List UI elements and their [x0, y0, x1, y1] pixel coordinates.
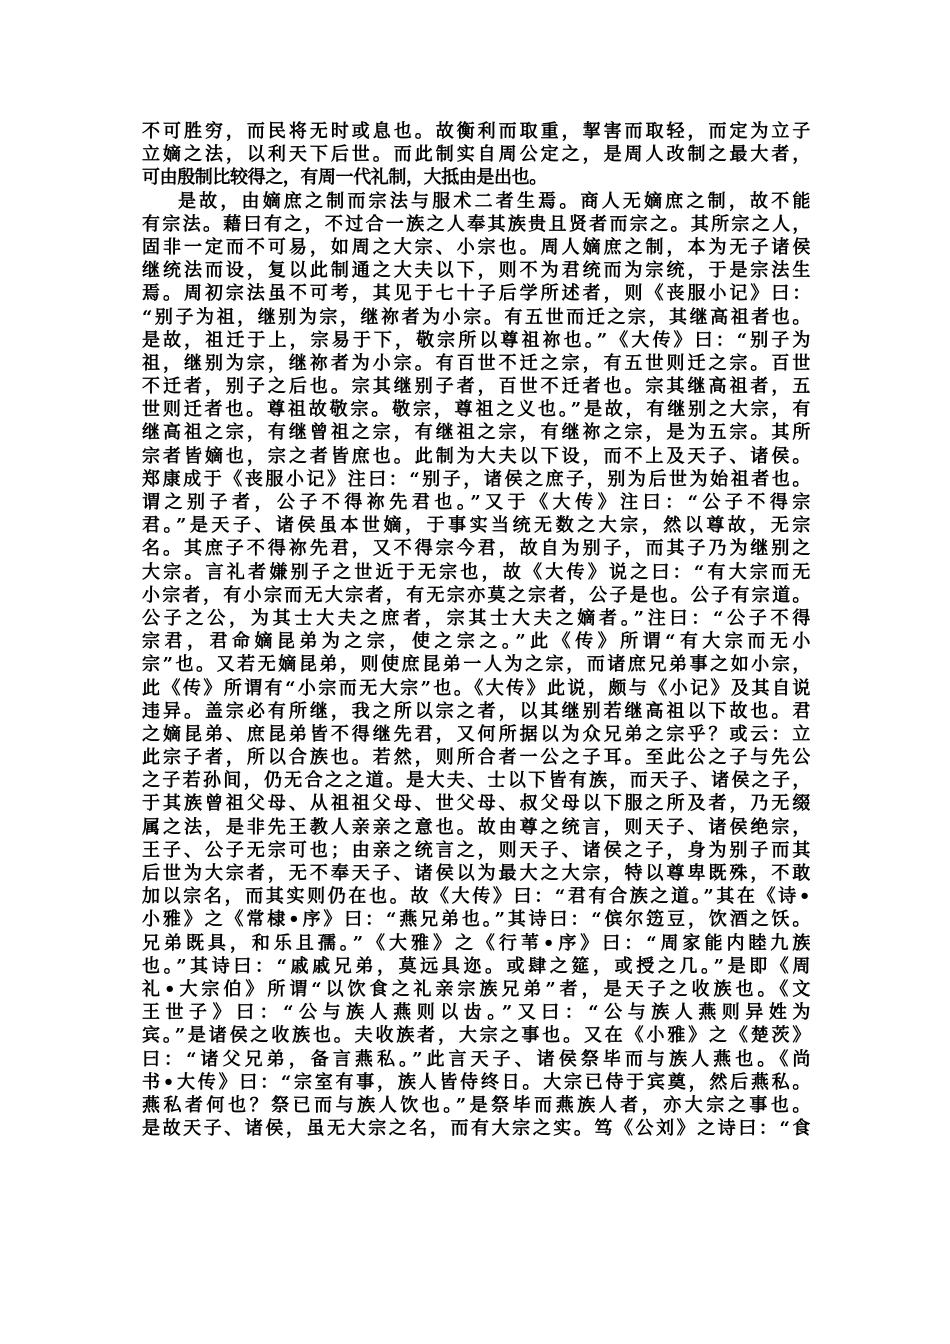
text-line: 曰：“诸父兄弟，备言燕私。”此言天子、诸侯祭毕而与族人燕也。《尚 [142, 1048, 810, 1070]
text-line: 也。”其诗曰：“戚戚兄弟，莫远具迩。或肆之筵，或授之几。”是即《周 [142, 955, 810, 977]
text-line: 继高祖之宗，有继曾祖之宗，有继祖之宗，有继祢之宗，是为五宗。其所 [142, 422, 810, 444]
text-line: 后世为大宗者，无不奉天子、诸侯以为最大之大宗，特以尊卑既殊，不敢 [142, 863, 810, 884]
text-line: 名。其庶子不得祢先君，又不得宗今君，故自为别子，而其子乃为继别之 [142, 538, 810, 560]
text-line: 不可胜穷，而民将无时或息也。故衡利而取重，挈害而取轻，而定为立子 [142, 121, 810, 142]
text-line: 是故，由嫡庶之制而宗法与服术二者生焉。商人无嫡庶之制，故不能 [178, 190, 810, 212]
text-line: 是故，祖迁于上，宗易于下，敬宗所以尊祖祢也。”《大传》曰：“别子为 [142, 329, 810, 351]
text-line: 王世子》曰：“公与族人燕则以齿。”又曰：“公与族人燕则异姓为 [142, 1002, 810, 1024]
text-line: 此宗子者，所以合族也。若然，则所合者一公之子耳。至此公之子与先公 [142, 747, 810, 769]
text-line: 宗君，君命嫡昆弟为之宗，使之宗之。”此《传》所谓“有大宗而无小 [142, 631, 810, 653]
text-line: 君。”是天子、诸侯虽本世嫡，于事实当统无数之大宗，然以尊故，无宗 [142, 515, 810, 537]
text-line: 不迁者，别子之后也。宗其继别子者，百世不迁者也。宗其继高祖者，五 [142, 376, 810, 398]
text-line: “别子为祖，继别为宗，继祢者为小宗。有五世而迁之宗，其继高祖者也。 [142, 306, 810, 328]
text-line: 大宗。言礼者嫌别子之世近于无宗也，故《大传》说之曰：“有大宗而无 [142, 561, 810, 583]
text-line: 违异。盖宗必有所继，我之所以宗之者，以其继别若继高祖以下故也。君 [142, 700, 810, 722]
text-line: 燕私者何也？祭已而与族人饮也。”是祭毕而燕族人者，亦大宗之事也。 [142, 1094, 810, 1116]
text-line: 立嫡之法，以利天下后世。而此制实自周公定之，是周人改制之最大者， [142, 144, 810, 166]
text-line: 公子之公，为其士大夫之庶者，宗其士大夫之嫡者。”注曰：“公子不得 [142, 607, 810, 629]
text-line: 郑康成于《丧服小记》注曰：“别子，诸侯之庶子，别为后世为始祖者也。 [142, 468, 810, 490]
text-line: 谓之别子者，公子不得祢先君也。”又于《大传》注曰：“公子不得宗 [142, 492, 810, 513]
text-line: 宾。”是诸侯之收族也。夫收族者，大宗之事也。又在《小雅》之《楚茨》 [142, 1025, 810, 1047]
text-line: 有宗法。藉曰有之，不过合一族之人奉其族贵且贤者而宗之。其所宗之人， [142, 213, 810, 235]
text-line: 礼•大宗伯》所谓“以饮食之礼亲宗族兄弟”者，是天子之收族也。《文 [142, 978, 810, 1000]
text-line: 属之法，是非先王教人亲亲之意也。故由尊之统言，则天子、诸侯绝宗， [142, 816, 810, 838]
text-line: 祖，继别为宗，继祢者为小宗。有百世不迁之宗，有五世则迁之宗。百世 [142, 352, 810, 374]
text-line: 小雅》之《常棣•序》曰：“燕兄弟也。”其诗曰：“傧尔笾豆，饮酒之饫。 [142, 909, 810, 931]
text-line: 焉。周初宗法虽不可考，其见于七十子后学所述者，则《丧服小记》曰： [142, 283, 810, 305]
text-line: 可由殷制比较得之，有周一代礼制，大抵由是出也。 [142, 167, 547, 189]
text-line: 宗”也。又若无嫡昆弟，则使庶昆弟一人为之宗，而诸庶兄弟事之如小宗， [142, 654, 810, 676]
text-line: 继统法而设，复以此制通之大夫以下，则不为君统而为宗统，于是宗法生 [142, 260, 810, 282]
text-line: 此《传》所谓有“小宗而无大宗”也。《大传》此说，颇与《小记》及其自说 [142, 677, 810, 699]
text-line: 小宗者，有小宗而无大宗者，有无宗亦莫之宗者，公子是也。公子有宗道。 [142, 584, 810, 606]
text-line: 是故天子、诸侯，虽无大宗之名，而有大宗之实。笃《公刘》之诗曰：“食 [142, 1118, 810, 1140]
text-line: 王子、公子无宗可也；由亲之统言之，则天子、诸侯之子，身为别子而其 [142, 839, 810, 861]
text-line: 加以宗名，而其实则仍在也。故《大传》曰：“君有合族之道。”其在《诗• [142, 886, 810, 908]
text-line: 之嫡昆弟、庶昆弟皆不得继先君，又何所据以为众兄弟之宗乎？或云：立 [142, 723, 810, 745]
text-line: 兄弟既具，和乐且孺。”《大雅》之《行苇•序》曰：“周家能内睦九族 [142, 932, 810, 954]
text-line: 于其族曾祖父母、从祖祖父母、世父母、叔父母以下服之所及者，乃无缀 [142, 793, 810, 815]
text-line: 世则迁者也。尊祖故敬宗。敬宗，尊祖之义也。”是故，有继别之大宗，有 [142, 399, 810, 421]
text-line: 之子若孙间，仍无合之之道。是大夫、士以下皆有族，而天子、诸侯之子， [142, 770, 810, 792]
text-line: 宗者皆嫡也，宗之者皆庶也。此制为大夫以下设，而不上及天子、诸侯。 [142, 445, 810, 467]
text-line: 书•大传》曰：“宗室有事，族人皆侍终日。大宗已侍于宾奠，然后燕私。 [142, 1071, 810, 1093]
document-body [142, 120, 810, 1140]
text-line: 固非一定而不可易，如周之大宗、小宗也。周人嫡庶之制，本为无子诸侯 [142, 236, 810, 258]
